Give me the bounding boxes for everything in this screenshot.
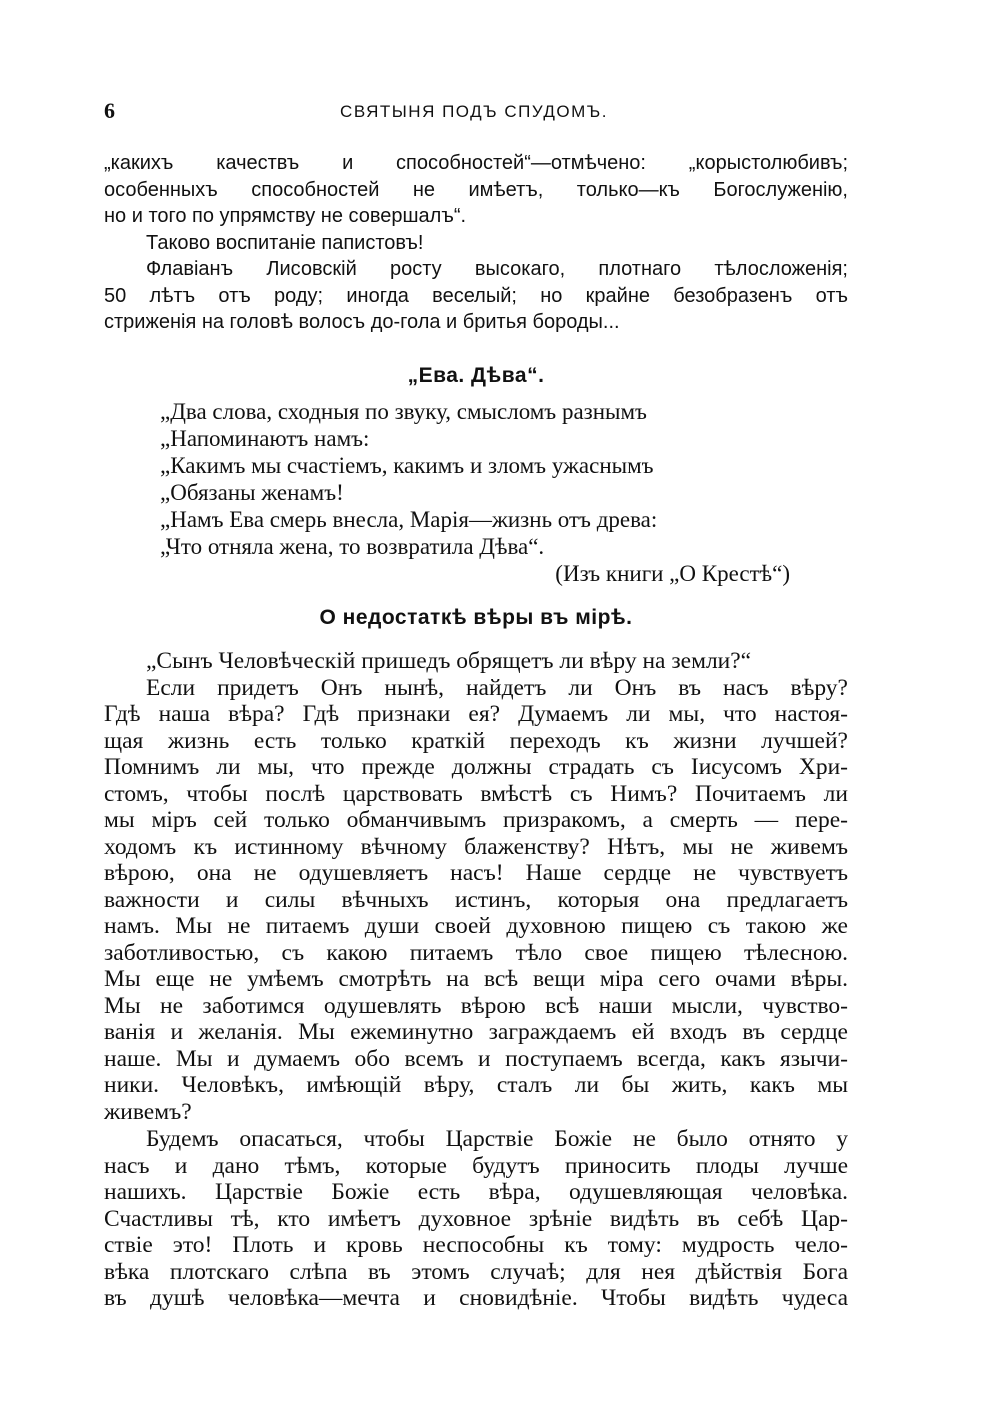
text-line: щая жизнь есть только краткій переходъ къ жизни лучшей? [104, 727, 848, 754]
section-heading-eva-deva: „Ева. Дѣва“. [407, 364, 545, 387]
section-heading-faith: О недостаткѣ вѣры въ мірѣ. [319, 606, 633, 629]
text-line: вѣка плотскаго слѣпа въ этомъ случаѣ; для нея дѣйствія Бога [104, 1258, 848, 1285]
text-line: ники. Человѣкъ, имѣющій вѣру, сталъ ли бы жить, какъ мы [104, 1072, 848, 1098]
text-line: ванія и желанія. Мы ежеминутно заграждаемъ ей входъ въ сердце [104, 1019, 848, 1045]
text-line: особенныхъ способностей не имѣетъ, только—къ Богослуженію, [104, 178, 848, 201]
page-number: 6 [104, 98, 115, 123]
running-title: СВЯТЫНЯ ПОДЪ СПУДОМЪ. [340, 102, 608, 121]
text-line: Мы еще не умѣемъ смотрѣть на всѣ вещи міра сего очами вѣры. [104, 966, 848, 992]
text-line: Помнимъ ли мы, что прежде должны страдать съ Іисусомъ Хри- [104, 754, 848, 780]
poem-line: „Обязаны женамъ! [160, 480, 344, 505]
text-line: мы міръ сей только обманчивымъ призракомъ, а смерть — пере- [104, 807, 848, 833]
poem-line: „Что отняла жена, то возвратила Дѣва“. [160, 534, 545, 559]
text-line: Если придетъ Онъ нынѣ, найдетъ ли Онъ въ насъ вѣру? [146, 674, 848, 701]
text-line: ствіе это! Плоть и кровь неспособны къ тому: мудрость чело- [104, 1232, 848, 1258]
text-line: вѣрою, она не одушевляетъ насъ! Наше сердце не чувствуетъ [104, 860, 848, 886]
text-line: Счастливы тѣ, кто имѣетъ духовное зрѣніе видѣть въ себѣ Цар- [104, 1205, 848, 1232]
text-line: но и того по упрямству не совершалъ“. [104, 205, 467, 227]
text-line: въ душѣ человѣка—мечта и сновидѣніе. Чтобы видѣть чудеса [104, 1285, 848, 1311]
text-line: живемъ? [104, 1098, 192, 1125]
text-line: Мы не заботимся одушевлять вѣрою всѣ наши мысли, чувство- [104, 992, 848, 1019]
poem-line: „Какимъ мы счастіемъ, какимъ и зломъ ужаснымъ [160, 453, 654, 478]
poem-block [160, 398, 780, 560]
text-line: стриженія на головѣ волосъ до-гола и бритья бороды... [104, 311, 620, 333]
text-line: важности и силы вѣчныхъ истинъ, которыя она предлагаетъ [104, 886, 848, 913]
page-header [104, 98, 844, 128]
text-line: насъ и дано тѣмъ, которые будутъ приносить плоды лучше [104, 1152, 848, 1179]
text-line: 50 лѣтъ отъ роду; иногда веселый; но крайне безобразенъ отъ [104, 284, 848, 307]
poem-line: „Напоминаютъ намъ: [160, 426, 370, 451]
text-line: стомъ, чтобы послѣ царствовать вмѣстѣ съ Нимъ? Почитаемъ ли [104, 780, 848, 807]
text-line: Таково воспитаніе папистовъ! [146, 231, 424, 254]
paragraph-1 [104, 648, 848, 1125]
text-line: заботливостью, съ какою питаемъ тѣло свое пищею тѣлесною. [104, 939, 848, 966]
paragraph-2 [104, 1126, 848, 1312]
poem-line: „Намъ Ева смерь внесла, Марія—жизнь отъ древа: [160, 507, 658, 532]
intro-block [104, 150, 848, 336]
poem-attribution: (Изъ книги „О Крестѣ“) [555, 561, 790, 586]
text-line: ходомъ къ истинному вѣчному блаженству? Нѣтъ, мы не живемъ [104, 833, 848, 860]
text-line: Будемъ опасаться, чтобы Царствіе Божіе не было отнято у [146, 1126, 848, 1152]
text-line: Флавіанъ Лисовскій росту высокаго, плотнаго тѣлосложенія; [146, 258, 848, 280]
poem-line: „Два слова, сходныя по звуку, смысломъ разнымъ [160, 399, 647, 424]
text-line: Гдѣ наша вѣра? Гдѣ признаки ея? Думаемъ ли мы, что настоя- [104, 701, 848, 727]
text-line: наше. Мы и думаемъ обо всемъ и поступаемъ всегда, какъ язычи- [104, 1045, 848, 1072]
text-line: намъ. Мы не питаемъ души своей духовною пищею съ такою же [104, 913, 848, 939]
text-line: „какихъ качествъ и способностей“—отмѣчено: „корыстолюбивъ; [104, 152, 848, 174]
text-line: „Сынъ Человѣческій пришедъ обрящетъ ли вѣру на земли?“ [146, 648, 752, 674]
text-line: нашихъ. Царствіе Божіе есть вѣра, одушевляющая человѣка. [104, 1179, 848, 1205]
